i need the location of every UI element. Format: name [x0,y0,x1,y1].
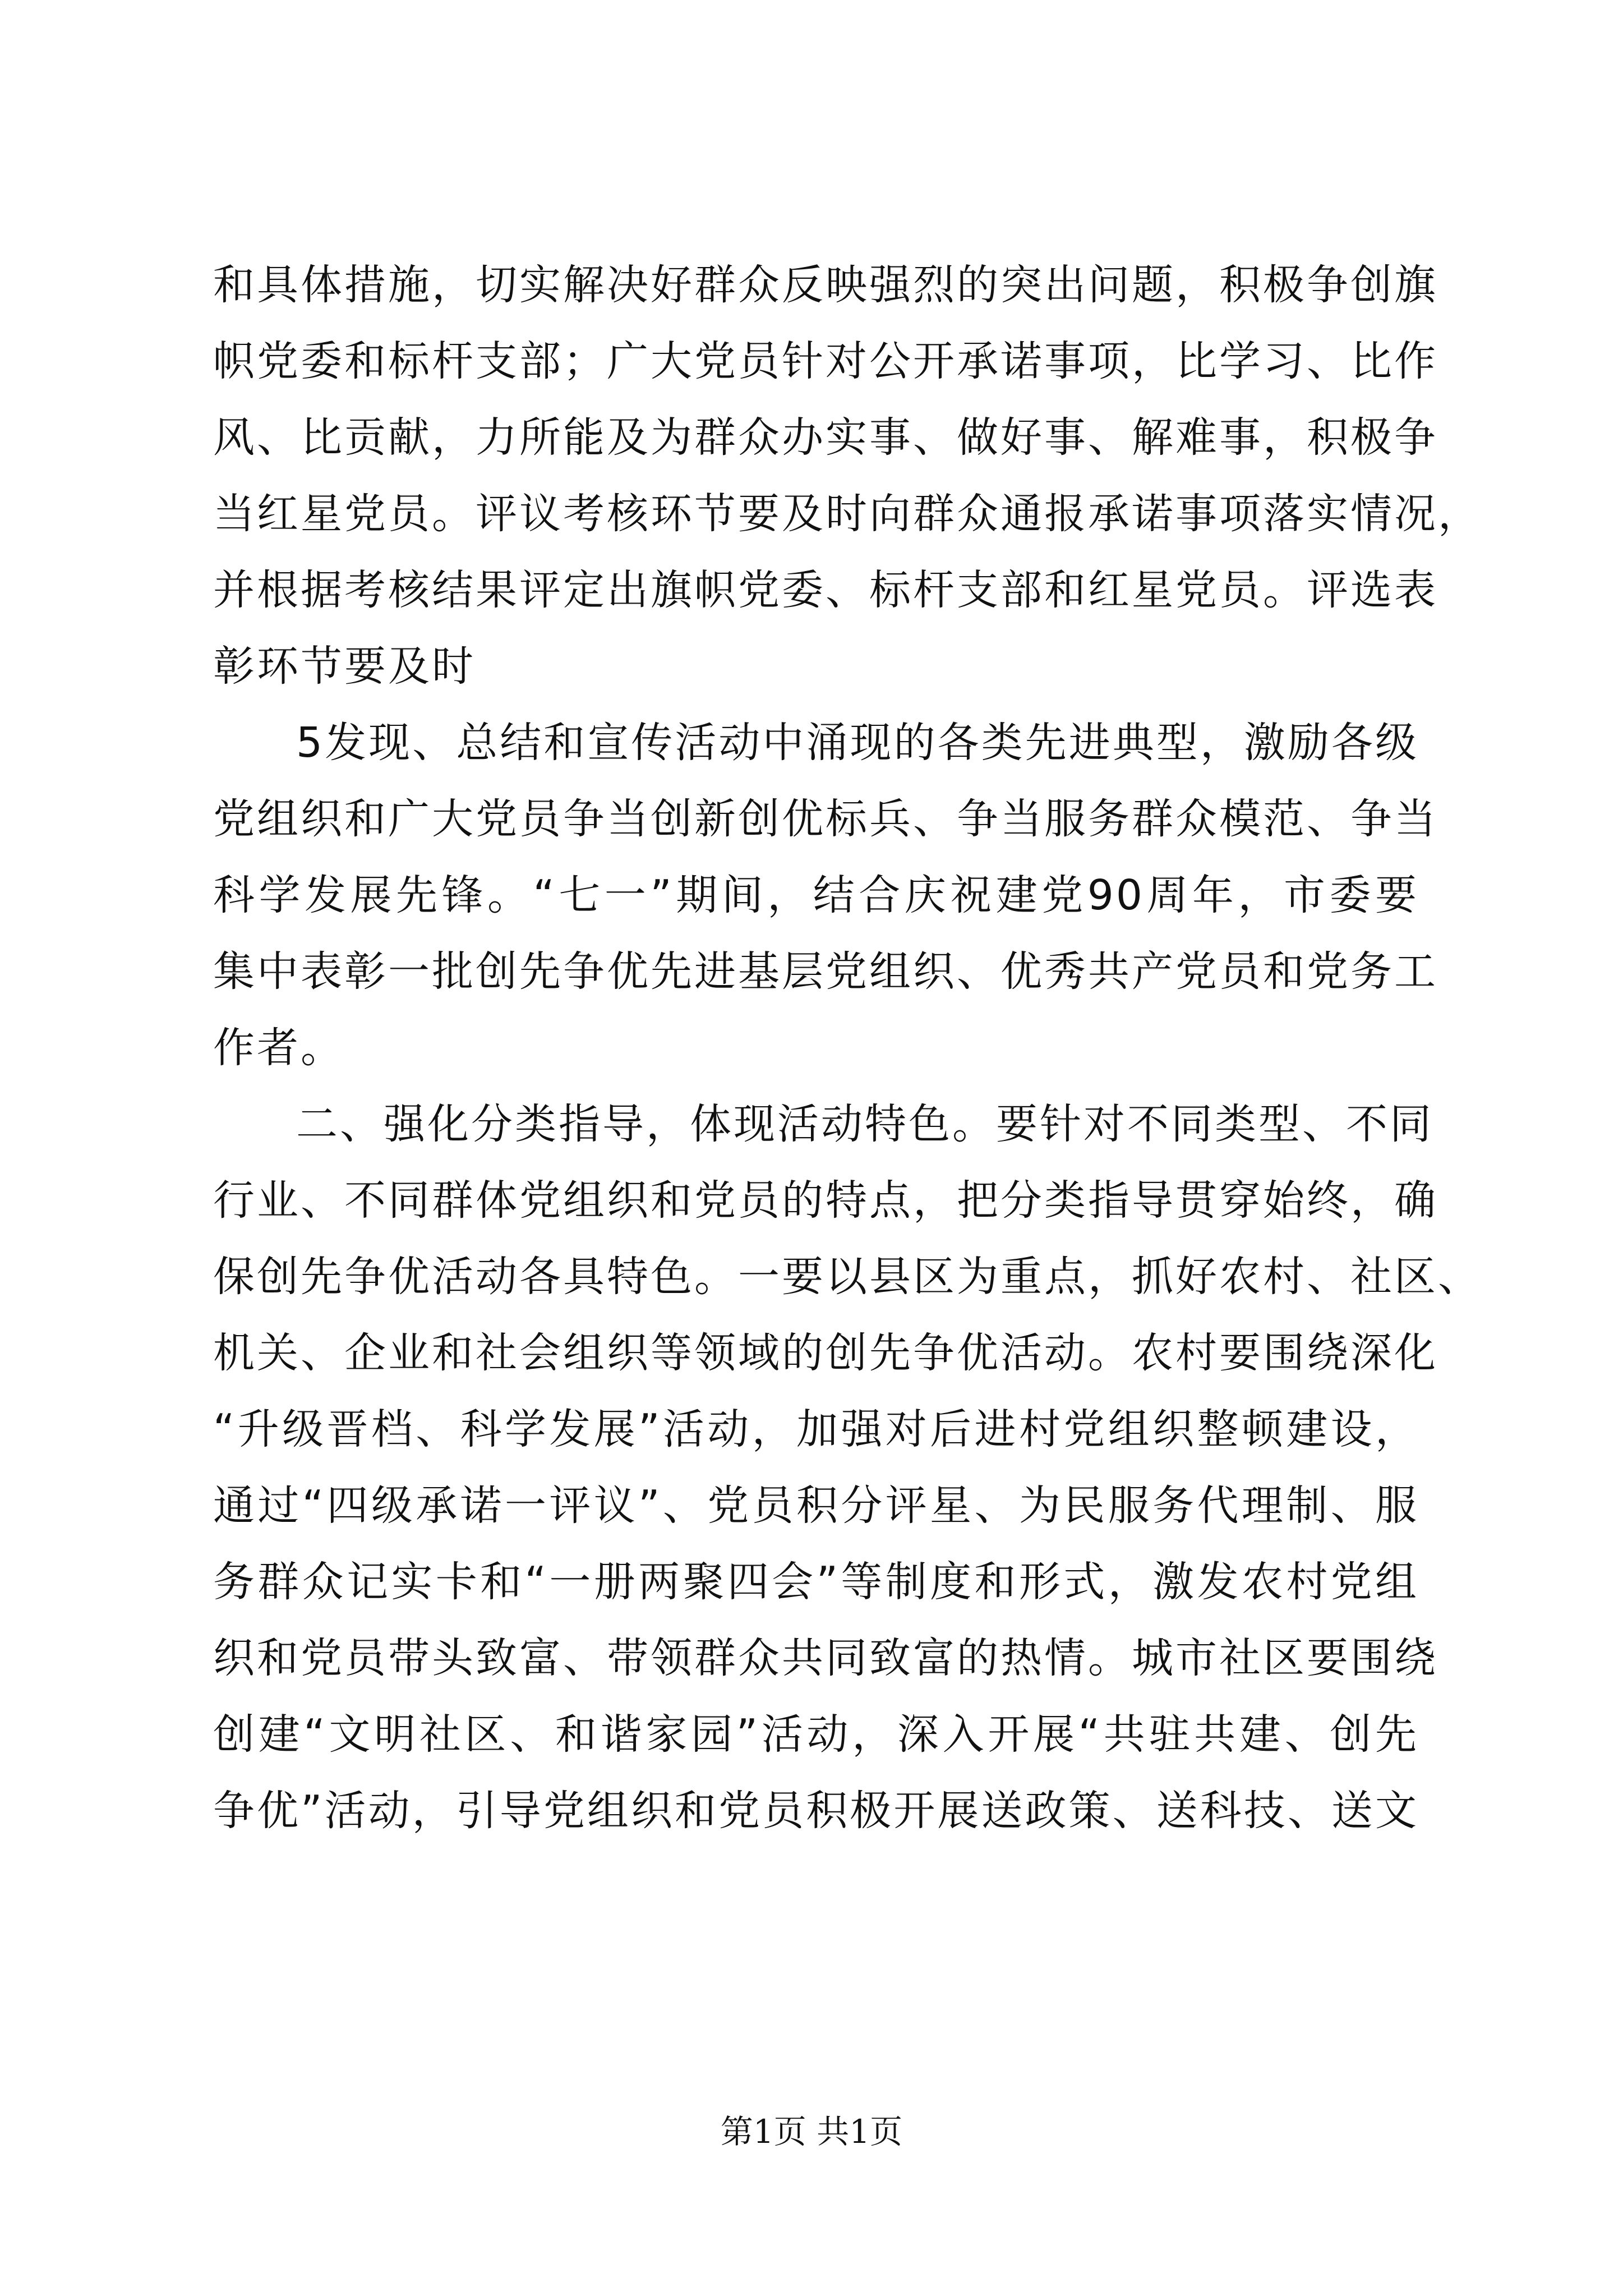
text-line: 当红星党员。评议考核环节要及时向群众通报承诺事项落实情况， [213,490,1482,538]
text-line: 争优”活动，引导党组织和党员积极开展送政策、送科技、送文 [213,1787,1419,1835]
text-line: 和具体措施，切实解决好群众反映强烈的突出问题，积极争创旗 [213,261,1438,309]
text-line: 并根据考核结果评定出旗帜党委、标杆支部和红星党员。评选表 [213,566,1438,614]
text-line: 务群众记实卡和“一册两聚四会”等制度和形式，激发农村党组 [213,1558,1419,1606]
text-line: 风、比贡献，力所能及为群众办实事、做好事、解难事，积极争 [213,413,1438,462]
text-line: “升级晋档、科学发展”活动，加强对后进村党组织整顿建设， [213,1405,1419,1453]
text-line: 党组织和广大党员争当创新创优标兵、争当服务群众模范、争当 [213,795,1438,843]
paragraph-first-line: 二、强化分类指导，体现活动特色。要针对不同类型、不同 [296,1100,1433,1148]
text-line: 集中表彰一批创先争优先进基层党组织、优秀共产党员和党务工 [213,947,1438,996]
text-line: 机关、企业和社会组织等领域的创先争优活动。农村要围绕深化 [213,1329,1438,1377]
document-body [213,247,1482,1849]
text-line: 行业、不同群体党组织和党员的特点，把分类指导贯穿始终，确 [213,1176,1438,1225]
text-line: 彰环节要及时 [213,642,476,691]
paragraph-first-line: 5发现、总结和宣传活动中涌现的各类先进典型，激励各级 [296,719,1419,767]
text-line: 作者。 [213,1024,344,1072]
text-line: 创建“文明社区、和谐家园”活动，深入开展“共驻共建、创先 [213,1710,1419,1759]
text-line: 帜党委和标杆支部；广大党员针对公开承诺事项，比学习、比作 [213,337,1438,385]
text-line: 科学发展先锋。“七一”期间，结合庆祝建党90周年，市委要 [213,871,1419,919]
page-footer: 第1页 共1页 [720,2113,903,2151]
text-line: 织和党员带头致富、带领群众共同致富的热情。城市社区要围绕 [213,1634,1438,1682]
text-line: 保创先争优活动各具特色。一要以县区为重点，抓好农村、社区、 [213,1253,1482,1301]
text-line: 通过“四级承诺一评议”、党员积分评星、为民服务代理制、服 [213,1481,1419,1530]
